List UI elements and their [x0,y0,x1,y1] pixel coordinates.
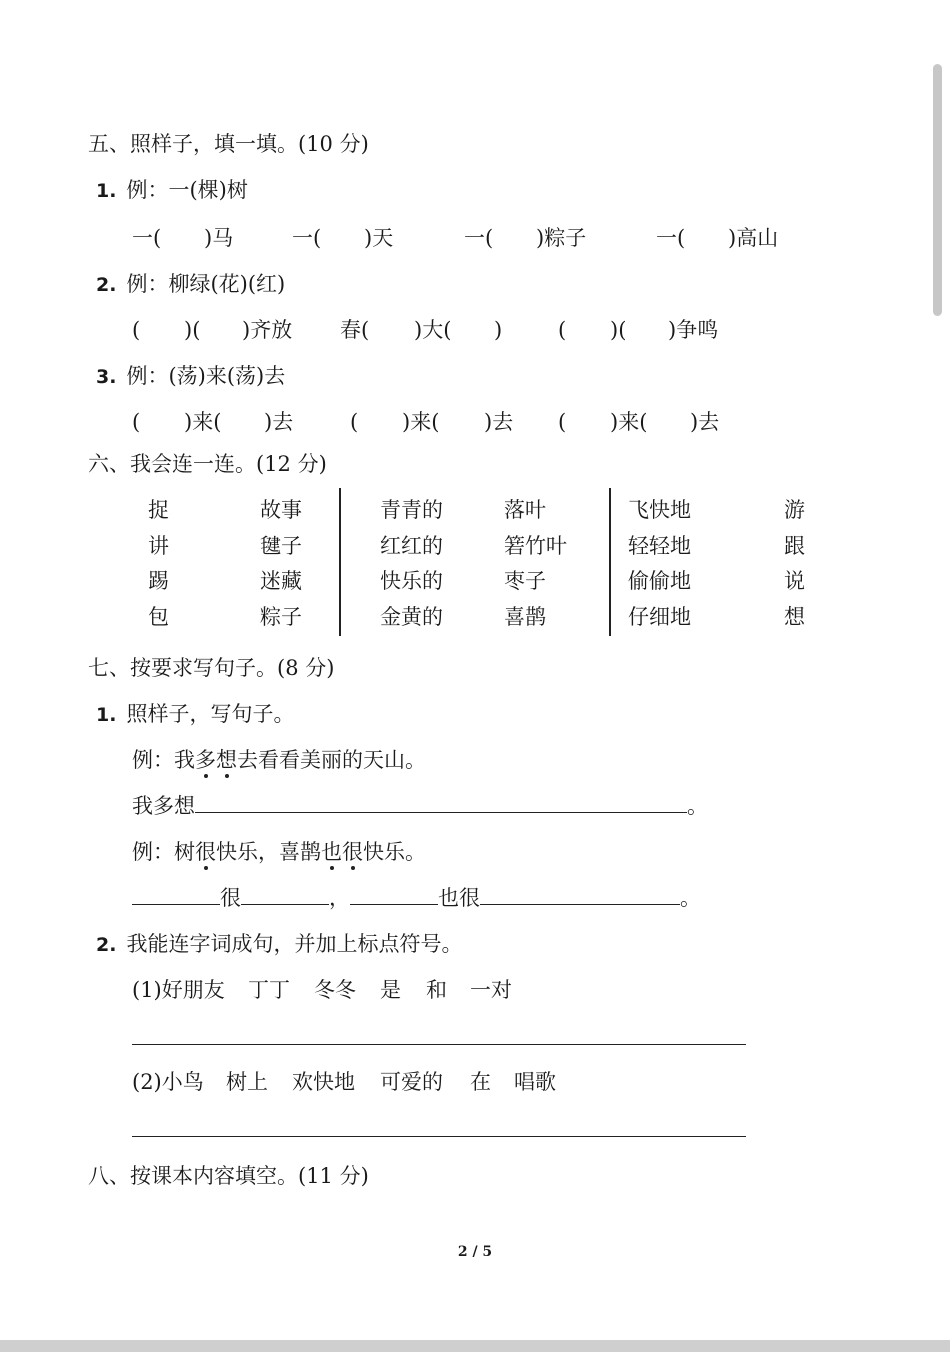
answer-line[interactable] [132,1044,746,1045]
emphasis-char: 很 [342,840,363,864]
q5-3-item[interactable]: )来( [610,410,648,434]
match-word[interactable]: 故事 [260,498,302,522]
q5-3-item: )去 [690,410,720,434]
q5-3-example: 例：(荡)来(荡)去 [126,364,286,388]
q5-2-item[interactable]: 春( [340,318,370,342]
match-word[interactable]: 落叶 [504,498,546,522]
match-word[interactable]: 捉 [148,498,169,522]
q7-1-label: 照样子，写句子。 [126,702,295,726]
q5-3-number: 3. [96,366,117,388]
q7-2-number: 2. [96,934,117,956]
emphasis-char: 多 [195,748,216,772]
example-text: 例：我 [132,748,195,772]
match-word[interactable]: 轻轻地 [628,534,691,558]
q5-2-item[interactable]: )( [184,318,201,342]
q5-3-item[interactable]: )来( [402,410,440,434]
q5-2-item: )齐放 [242,318,293,342]
match-word[interactable]: 偷偷地 [628,569,691,593]
q5-3-item: )去 [484,410,514,434]
q5-3-item[interactable]: )来( [184,410,222,434]
match-word[interactable]: 迷藏 [260,569,302,593]
period: 。 [687,794,708,818]
match-word[interactable]: 粽子 [260,605,302,629]
word-token: 和 [426,978,447,1002]
emphasis-char: 也 [321,840,342,864]
period: 。 [680,886,701,910]
q5-3 [96,362,285,391]
word-token: 丁丁 [248,978,290,1002]
comma: ， [329,886,350,910]
match-word[interactable]: 讲 [148,534,169,558]
match-word[interactable]: 喜鹊 [504,605,546,629]
q5-1 [96,176,248,205]
q7-1-fill-1 [132,792,708,820]
q5-1-item: )天 [364,226,394,250]
match-word[interactable]: 飞快地 [628,498,691,522]
q5-2-item[interactable]: ( [132,318,141,342]
match-word[interactable]: 说 [784,569,805,593]
answer-line[interactable] [132,1136,746,1137]
q5-2-number: 2. [96,274,117,296]
match-word[interactable]: 金黄的 [380,605,443,629]
q5-2-item[interactable]: ( [558,318,567,342]
answer-blank[interactable] [350,884,438,905]
q7-1-example-2 [132,838,426,866]
q7-2 [96,930,462,959]
q7-1-example-1 [132,746,426,774]
q5-3-item: )去 [264,410,294,434]
emphasis-char: 想 [216,748,237,772]
example-text: 去看看美丽的天山。 [237,748,426,772]
q5-2-example: 例：柳绿(花)(红) [126,272,286,296]
answer-blank[interactable] [241,884,329,905]
column-divider [609,488,611,636]
q5-3-item[interactable]: ( [350,410,359,434]
q5-2-item: ) [494,318,503,342]
q5-1-example: 例：一(棵)树 [126,178,248,202]
word-token: (1)好朋友 [132,978,225,1002]
answer-blank[interactable] [480,884,680,905]
q5-1-item[interactable]: 一( [132,226,162,250]
q5-1-item[interactable]: 一( [464,226,494,250]
word-token: 可爱的 [380,1070,443,1094]
word-token: 欢快地 [292,1070,355,1094]
q5-2-item: )争鸣 [668,318,719,342]
word-token: (2)小鸟 [132,1070,204,1094]
match-word[interactable]: 包 [148,605,169,629]
match-word[interactable]: 仔细地 [628,605,691,629]
section-6-title: 六、我会连一连。(12 分) [88,452,327,476]
word-token: 唱歌 [514,1070,556,1094]
q5-3-item[interactable]: ( [132,410,141,434]
match-word[interactable]: 游 [784,498,805,522]
word-token: 在 [470,1070,491,1094]
example-text: 快乐，喜鹊 [216,840,321,864]
q5-2-item[interactable]: )大( [414,318,452,342]
match-word[interactable]: 红红的 [380,534,443,558]
q5-1-item: )粽子 [536,226,587,250]
section-8-title: 八、按课本内容填空。(11 分) [88,1164,369,1188]
q5-1-item[interactable]: 一( [292,226,322,250]
q7-2-label: 我能连字词成句，并加上标点符号。 [126,932,463,956]
fill-prefix: 我多想 [132,794,195,818]
example-text: 快乐。 [363,840,426,864]
answer-blank[interactable] [195,792,687,813]
match-word[interactable]: 跟 [784,534,805,558]
fill-word: 也很 [438,886,480,910]
match-word[interactable]: 快乐的 [380,569,443,593]
match-word[interactable]: 箬竹叶 [504,534,567,558]
word-token: 树上 [226,1070,268,1094]
match-word[interactable]: 毽子 [260,534,302,558]
section-5-title: 五、照样子，填一填。(10 分) [88,132,369,156]
page-number: 2 / 5 [457,1244,493,1260]
q7-1-number: 1. [96,704,117,726]
q7-1-fill-2 [132,884,701,912]
q5-1-item: )高山 [728,226,779,250]
vertical-scrollbar[interactable] [933,64,942,316]
word-token: 冬冬 [314,978,356,1002]
answer-blank[interactable] [132,884,220,905]
q5-1-item: )马 [204,226,234,250]
bottom-bar [0,1340,950,1352]
word-token: 一对 [470,978,512,1002]
emphasis-char: 很 [195,840,216,864]
q5-2 [96,270,285,299]
match-word[interactable]: 想 [784,605,805,629]
match-word[interactable]: 踢 [148,569,169,593]
fill-word: 很 [220,886,241,910]
q5-2-item[interactable]: )( [610,318,627,342]
match-word[interactable]: 枣子 [504,569,546,593]
section-7-title: 七、按要求写句子。(8 分) [88,656,335,680]
q5-3-item[interactable]: ( [558,410,567,434]
match-word[interactable]: 青青的 [380,498,443,522]
word-token: 是 [380,978,401,1002]
q5-1-item[interactable]: 一( [656,226,686,250]
column-divider [339,488,341,636]
q7-1 [96,700,294,729]
q5-1-number: 1. [96,180,117,202]
example-text: 例：树 [132,840,195,864]
